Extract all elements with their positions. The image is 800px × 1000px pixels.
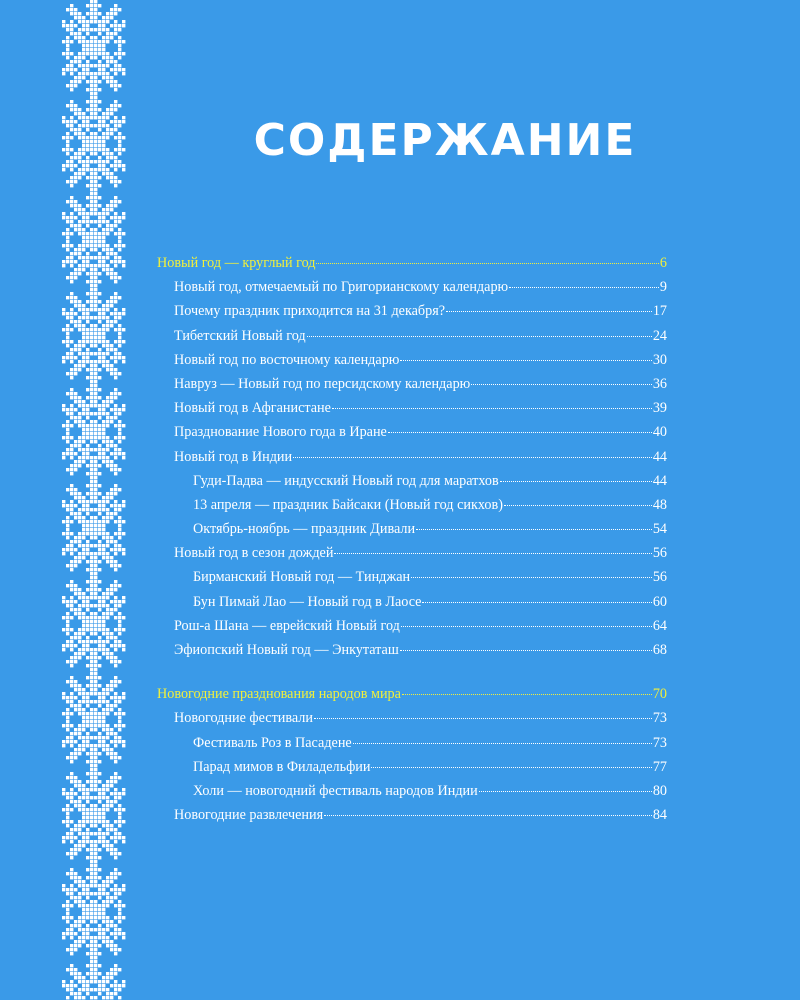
dot-leader [307,336,652,337]
toc-page-number: 48 [652,496,667,513]
toc-entry-label: Тибетский Новый год [174,327,306,344]
toc-entry-label: Рош-а Шана — еврейский Новый год [174,617,400,634]
dot-leader [401,626,652,627]
dot-leader [500,481,652,482]
toc-entry[interactable] [155,521,667,545]
toc-entry-label: Холи — новогодний фестиваль народов Индии [193,782,478,799]
dot-leader [334,553,651,554]
toc-page-number: 30 [652,351,667,368]
toc-entry-label: Новогодние развлечения [174,807,324,824]
dot-leader [422,602,651,603]
toc-page-number: 70 [652,686,667,703]
dot-leader [416,529,652,530]
toc-entry[interactable] [155,545,667,569]
toc-page-number: 68 [652,642,667,658]
toc-entry[interactable] [155,376,667,400]
toc-entry-label: 13 апреля — праздник Байсаки (Новый год сикхов) [193,496,503,513]
toc-entry-label: Октябрь-ноябрь — праздник Дивали [193,521,416,538]
toc-entry-label: Почему праздник приходится на 31 декабря? [174,303,446,320]
toc-page-number: 24 [652,327,667,344]
dot-leader [314,718,652,719]
toc-entry[interactable] [155,279,667,303]
dot-leader [332,408,652,409]
toc-entry-label: Новый год в Индии [174,448,293,465]
toc-entry-label: Фестиваль Роз в Пасадене [193,734,352,751]
toc-entry[interactable] [155,473,667,497]
toc-entry[interactable] [155,449,667,473]
toc-section-heading[interactable] [155,255,667,279]
toc-page-number: 9 [659,279,667,296]
toc-page-number: 39 [652,400,667,417]
toc-page-number: 44 [652,472,667,489]
toc-page-number: 73 [652,710,667,727]
toc-entry[interactable] [155,303,667,327]
toc-entry[interactable] [155,618,667,642]
dot-leader [471,384,652,385]
dot-leader [293,457,652,458]
page-title: СОДЕРЖАНИЕ [253,115,637,166]
toc-section-heading[interactable] [155,686,667,710]
toc-entry-label: Бун Пимай Лао — Новый год в Лаосе [193,593,422,610]
toc-page-number: 73 [652,734,667,751]
toc-entry[interactable] [155,710,667,734]
toc-entry-label: Эфиопский Новый год — Энкутаташ [174,642,399,658]
toc-entry-label: Новогодние фестивали [174,710,313,727]
toc-page-number: 84 [652,807,667,824]
toc-page-number: 40 [652,424,667,441]
dot-leader [479,791,652,792]
toc-entry-label: Новый год в Афганистане [174,400,331,417]
toc-entry-label: Новогодние празднования народов мира [157,686,401,703]
toc-entry[interactable] [155,328,667,352]
toc-entry-label: Навруз — Новый год по персидскому календарю [174,375,471,392]
toc-page-number: 54 [652,521,667,538]
dot-leader [324,815,652,816]
dot-leader [402,694,652,695]
dot-leader [400,360,651,361]
toc-entry[interactable] [155,594,667,618]
dot-leader [446,311,652,312]
toc-entry-label: Бирманский Новый год — Тинджан [193,569,411,586]
toc-entry[interactable] [155,735,667,759]
toc-entry[interactable] [155,759,667,783]
toc-entry-label: Празднование Нового года в Иране [174,424,387,441]
dot-leader [509,287,659,288]
toc-page-number: 36 [652,375,667,392]
dot-leader [388,432,652,433]
dot-leader [316,263,658,264]
toc-page-number: 56 [652,569,667,586]
toc-page-number: 77 [652,758,667,775]
toc-entry[interactable] [155,400,667,424]
toc-page-number: 44 [652,448,667,465]
toc-entry-label: Новый год в сезон дождей [174,545,334,562]
toc-entry[interactable] [155,569,667,593]
group-spacer [155,666,667,686]
toc-entry[interactable] [155,352,667,376]
table-of-contents [155,255,667,831]
toc-entry-label: Гуди-Падва — индусский Новый год для маратхов [193,472,499,489]
toc-page-number: 17 [652,303,667,320]
toc-entry[interactable] [155,642,667,666]
toc-entry-label: Новый год — круглый год [157,255,316,271]
dot-leader [371,767,651,768]
toc-entry-label: Новый год по восточному календарю [174,351,400,368]
dot-leader [400,650,652,651]
toc-entry-label: Парад мимов в Филадельфии [193,758,371,775]
toc-entry[interactable] [155,783,667,807]
dot-leader [411,577,652,578]
toc-page-number: 80 [652,782,667,799]
toc-page-number: 64 [652,617,667,634]
dot-leader [353,743,652,744]
dot-leader [504,505,652,506]
toc-entry-label: Новый год, отмечаемый по Григорианскому календарю [174,279,509,296]
toc-page-number: 6 [659,255,667,271]
toc-entry[interactable] [155,807,667,831]
toc-entry[interactable] [155,497,667,521]
toc-entry[interactable] [155,424,667,448]
toc-page-number: 56 [652,545,667,562]
toc-page-number: 60 [652,593,667,610]
